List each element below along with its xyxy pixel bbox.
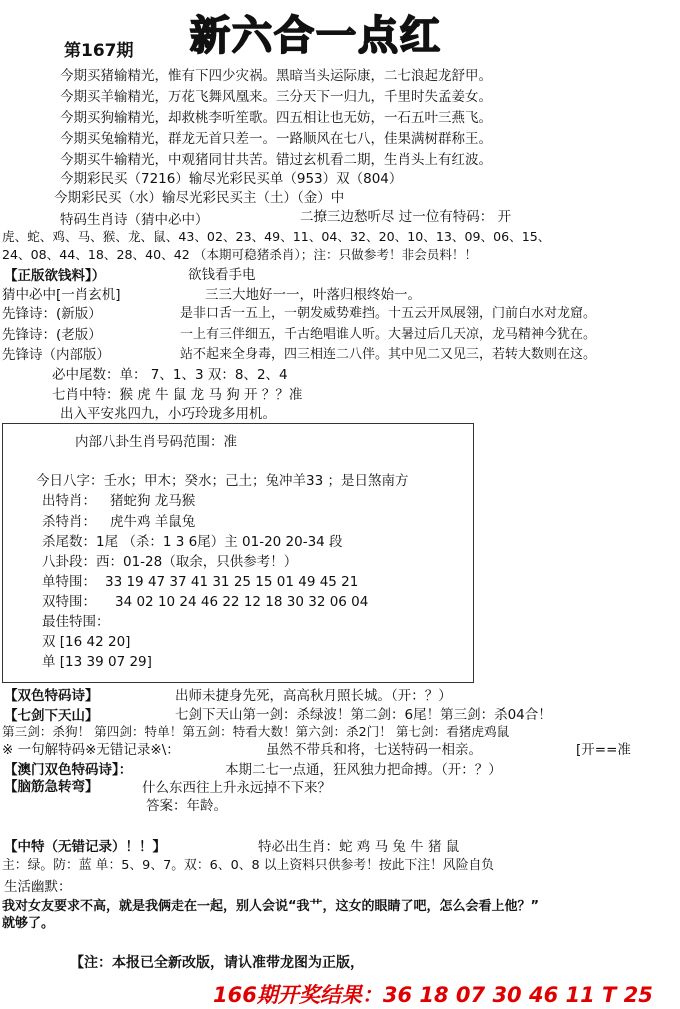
newspaper-logo: 新六合一点红 [190, 13, 442, 59]
box-bazi: 今日八字：壬水；甲木；癸水；己土；兔冲羊33 ；是日煞南方 [36, 473, 409, 489]
tema-label: 特码生肖诗（猜中必中） [60, 212, 209, 228]
xianfeng-old-text: 一上有三伴细五，千古绝唱谁人听。大暑过后几天凉，龙马精神今犹在。 [180, 327, 597, 342]
zhongte-label: 【中特（无错记录）！！】 [4, 839, 166, 855]
box-best-shuang: 双 [16 42 20] [42, 634, 131, 650]
zhengban-text: 欲钱看手电 [188, 267, 256, 283]
box-chu-value: 猪蛇狗 龙马猴 [110, 493, 196, 509]
box-dan-label: 单特围： [42, 574, 96, 590]
naojin-label: 【脑筋急转弯】 [4, 779, 99, 795]
lottery-result: 166期开奖结果：36 18 07 30 46 11 T 25 [213, 983, 653, 1007]
chuping-line: 出入平安兆四九，小巧玲珑多用机。 [60, 406, 276, 422]
box-chu-label: 出特肖： [42, 493, 96, 509]
footer-note: 【注：本报已全新改版，请认准带龙图为正版， [70, 955, 364, 971]
poem-line-3: 今期买狗输精光，却救桃李听笙歌。四五相让也无妨，一石五叶三燕飞。 [60, 110, 492, 126]
qijian-text-2: 第三剑：杀狗！ 第四剑：特单！第五剑：特看大数！第六剑：杀2门！ 第七剑：看猪虎鸡鼠 [2, 724, 510, 739]
xianfeng-new-text: 是非口舌一五上，一朝发威势难挡。十五云开凤展翎，门前白水对龙窟。 [180, 306, 597, 321]
box-shuang-label: 双特围： [42, 594, 96, 610]
box-sha-value: 虎牛鸡 羊鼠兔 [110, 514, 196, 530]
box-bagua: 八卦段：西：01-28（取余，只供参考！） [42, 554, 298, 570]
caizhong-label: 猜中必中[一肖玄机] [2, 287, 121, 303]
caizhong-text: 三三大地好一一，叶落归根终始一。 [205, 287, 421, 303]
numbers-line: 24、08、44、18、28、40、42 （本期可稳猪杀肖）；注：只做参考！非会员料！！ [2, 247, 478, 262]
zhengban-label: 【正版欲钱料】） [4, 268, 106, 284]
tema-hint: 二撩三边愁听尽 过一位有特码： 开 [300, 209, 512, 225]
caimin-line-2: 今期彩民买（水）输尽光彩民买主（土）（金）中 [54, 190, 345, 206]
issue-number: 第167期 [64, 41, 134, 61]
aomen-text: 本期二七一点通，狂风独力把命搏。（开：？） [225, 762, 502, 778]
xianfeng-new-label: 先锋诗：(新版） [2, 306, 102, 322]
naojin-answer: 答案：年龄。 [146, 798, 227, 814]
poem-line-5: 今期买牛输精光，中观猪同甘共苦。错过玄机看二期，生肖头上有红波。 [60, 152, 492, 168]
naojin-question: 什么东西往上升永远掉不下来？ [142, 780, 331, 796]
qixiao-zhongte: 七肖中特：猴 虎 牛 鼠 龙 马 狗 开 ？？准 [52, 387, 303, 403]
box-sha-label: 杀特肖： [42, 514, 96, 530]
box-shawei: 杀尾数：1尾 （杀：1 3 6尾）主 01-20 20-34 段 [42, 534, 343, 550]
xianfeng-inner-label: 先锋诗（内部版） [2, 347, 110, 363]
humor-line-2: 就够了。 [2, 916, 55, 931]
humor-line-1: 我对女友要求不高，就是我俩走在一起，别人会说“我艹，这女的眼睛了吧，怎么会看上他？” [2, 899, 540, 914]
zhu-fang-line: 主：绿。防：蓝 单：5、9、7。双：6、0、8 以上资料只供参考！按此下注！风险自负 [2, 858, 495, 873]
yiju-label: ※ 一句解特码※无错记录※\： [2, 742, 180, 758]
qijian-label: 【七剑下天山】 [4, 708, 99, 724]
caimin-line-1: 今期彩民买（7216）输尽光彩民买单（953）双（804） [60, 171, 403, 187]
humor-label: 生活幽默： [4, 879, 72, 895]
box-best-label: 最佳特围： [42, 614, 110, 630]
zhongte-text: 特必出生肖：蛇 鸡 马 兔 牛 猪 鼠 [258, 839, 460, 855]
box-best-dan: 单 [13 39 07 29] [42, 654, 152, 670]
box-shuang-numbers: 34 02 10 24 46 22 12 18 30 32 06 04 [115, 594, 369, 610]
yiju-right: [开==准 [576, 742, 631, 758]
box-dan-numbers: 33 19 47 37 41 31 25 15 01 49 45 21 [105, 574, 359, 590]
xianfeng-inner-text: 站不起来全身毒，四三相连二八伴。其中见二又见三，若转大数则在这。 [180, 347, 597, 362]
poem-line-1: 今期买猪输精光，惟有下四少灾祸。黑暗当头运际康，二七浪起龙舒甲。 [60, 68, 492, 84]
poem-line-2: 今期买羊输精光，万花飞舞风凰来。三分天下一归九，千里时失孟姜女。 [60, 89, 492, 105]
box-title: 内部八卦生肖号码范围：准 [75, 434, 237, 450]
xianfeng-old-label: 先锋诗：(老版） [2, 327, 102, 343]
zodiac-number-line: 虎、蛇、鸡、马、猴、龙、鼠、43、02、23、49、11、04、32、20、10、13、09、06、15、 [2, 229, 551, 244]
shuangse-text: 出师未捷身先死，高高秋月照长城。（开：？） [175, 688, 452, 704]
yiju-text: 虽然不带兵和将，七送特码一相亲。 [266, 742, 482, 758]
shuangse-label: 【双色特码诗】 [4, 688, 99, 704]
qijian-text-1: 七剑下天山第一剑：杀绿波！第二剑：6尾！第三剑：杀04合！ [175, 707, 552, 723]
poem-line-4: 今期买兔输精光，群龙无首只差一。一路顺风在七八，佳果满树群称王。 [60, 131, 492, 147]
bizhong-weishu: 必中尾数：单： 7、1、3 双：8、2、4 [52, 367, 288, 383]
aomen-label: 【澳门双色特码诗】： [4, 762, 133, 778]
